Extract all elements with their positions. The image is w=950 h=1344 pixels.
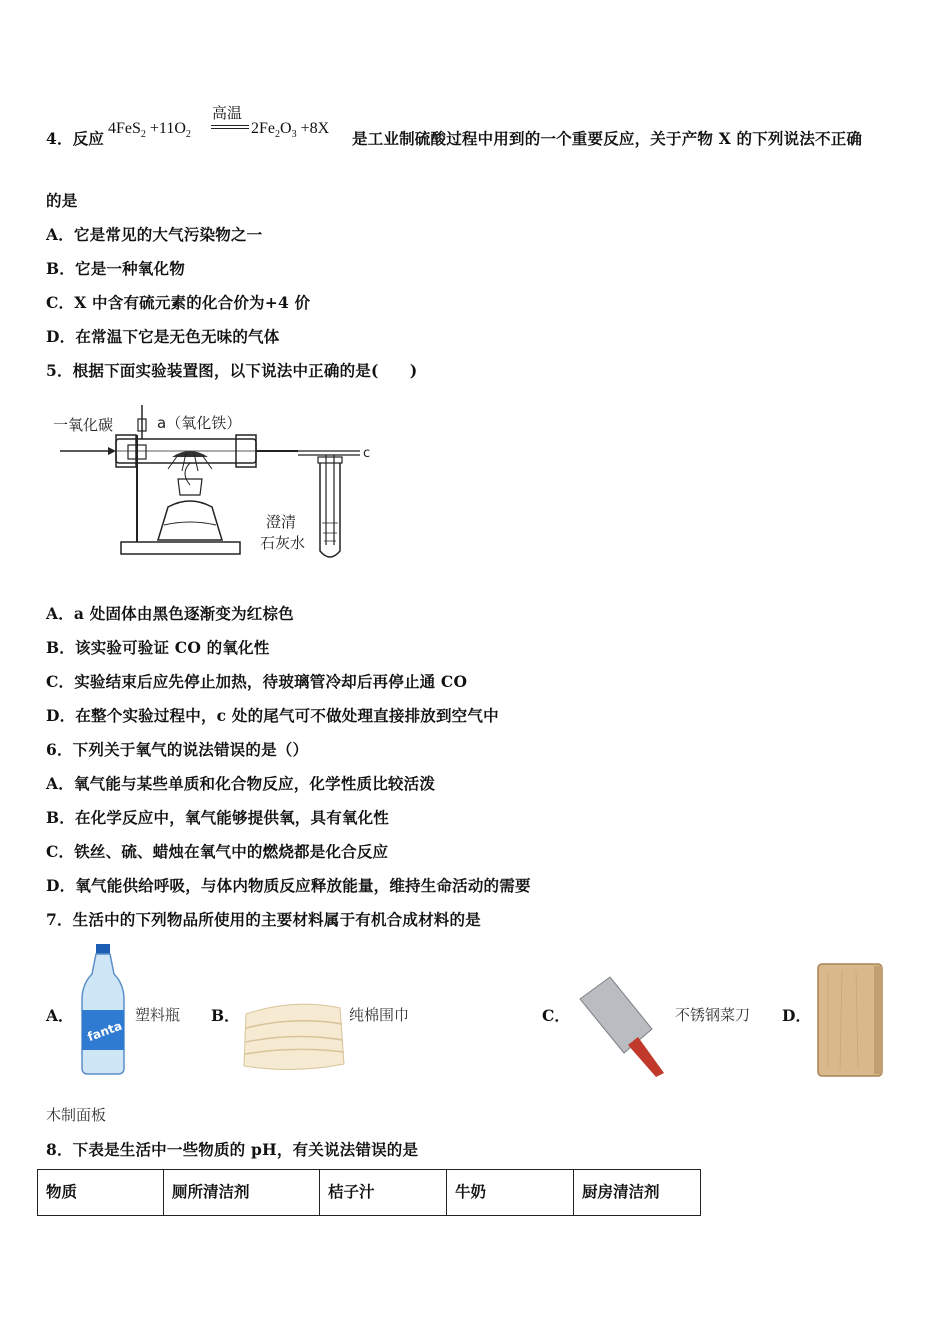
q4-prefix: 反应 — [72, 129, 105, 148]
q7-option-d-caption: 木制面板 — [46, 1106, 107, 1124]
q7-option-b-caption: 纯棉围巾 — [349, 1006, 410, 1024]
burner-top — [178, 479, 202, 495]
q7-stem: 7．生活中的下列物品所使用的主要材料属于有机合成材料的是 — [46, 910, 481, 929]
plastic-bottle-image — [78, 944, 128, 1076]
q5-apparatus-figure — [50, 395, 380, 565]
label-limewater-2: 石灰水 — [260, 534, 306, 552]
q8-stem: 8．下表是生活中一些物质的 pH，有关说法错误的是 — [46, 1140, 419, 1159]
q4-stem — [46, 127, 104, 149]
limewater-level — [322, 523, 338, 541]
q6-option-c: C．铁丝、硫、蜡烛在氧气中的燃烧都是化合反应 — [46, 842, 389, 861]
label-a-iron-oxide: a（氧化铁） — [157, 414, 242, 432]
board-edge — [874, 966, 882, 1074]
q4-text-continued: 的是 — [46, 191, 78, 210]
alcohol-lamp — [158, 501, 222, 540]
stand-base — [121, 542, 240, 554]
q4-number: 4． — [46, 129, 73, 148]
q4-equation-left: $4FeS_2 +11O_2$ — [108, 120, 191, 141]
cleaver-image — [574, 975, 670, 1079]
q4-option-a: A．它是常见的大气污染物之一 — [46, 225, 263, 244]
table-header-row — [38, 1170, 701, 1216]
lamp-liquid — [164, 522, 216, 525]
table-header-cell: 物质 — [38, 1170, 164, 1216]
q4-equation-condition: 高温 — [212, 106, 243, 122]
q7-option-d-label: D． — [782, 1006, 811, 1025]
table-header-cell: 牛奶 — [447, 1170, 574, 1216]
q4-option-b: B．它是一种氧化物 — [46, 259, 185, 278]
q4-text: 是工业制硫酸过程中用到的一个重要反应，关于产物 X 的下列说法不正确 — [352, 129, 863, 148]
q6-stem: 6．下列关于氧气的说法错误的是（） — [46, 740, 309, 759]
q7-option-a-caption: 塑料瓶 — [135, 1006, 181, 1024]
q5-option-b: B．该实验可验证 CO 的氧化性 — [46, 638, 270, 657]
wooden-board-image — [814, 962, 886, 1078]
label-limewater-1: 澄清 — [266, 513, 297, 531]
label-c: c — [363, 446, 371, 461]
q4-equation-right: $2Fe_2O_3 +8X$ — [251, 120, 330, 141]
cleaver-handle — [628, 1037, 664, 1077]
q6-option-a: A．氧气能与某些单质和化合物反应，化学性质比较活泼 — [46, 774, 436, 793]
q5-option-a: A．a 处固体由黑色逐渐变为红棕色 — [46, 604, 294, 623]
bottle-brand-text: fanta — [85, 1018, 124, 1045]
q5-option-d: D．在整个实验过程中，c 处的尾气可不做处理直接排放到空气中 — [46, 706, 499, 725]
table-header-cell: 厨房清洁剂 — [574, 1170, 701, 1216]
label-carbon-monoxide: 一氧化碳 — [53, 416, 114, 434]
q6-option-d: D．氧气能供给呼吸，与体内物质反应释放能量，维持生命活动的需要 — [46, 876, 531, 895]
test-tube — [320, 463, 340, 557]
inlet-arrowhead — [108, 447, 116, 455]
cotton-scarf-image — [240, 994, 348, 1076]
q7-option-c-caption: 不锈钢菜刀 — [675, 1006, 751, 1024]
q7-option-a-label: A． — [46, 1006, 74, 1025]
ph-table — [37, 1169, 701, 1216]
q4-option-c: C．X 中含有硫元素的化合价为+4 价 — [46, 293, 311, 312]
q4-option-d: D．在常温下它是无色无味的气体 — [46, 327, 280, 346]
table-header-cell: 厕所清洁剂 — [164, 1170, 320, 1216]
q5-option-c: C．实验结束后应先停止加热，待玻璃管冷却后再停止通 CO — [46, 672, 468, 691]
board-face — [818, 964, 882, 1076]
test-tube-stopper — [318, 457, 342, 463]
table-header-cell: 桔子汁 — [320, 1170, 447, 1216]
q7-option-b-label: B． — [211, 1006, 240, 1025]
q4-equation-arrow — [211, 125, 249, 129]
q6-option-b: B．在化学反应中，氧气能够提供氧，具有氧化性 — [46, 808, 390, 827]
q5-stem: 5．根据下面实验装置图，以下说法中正确的是( ) — [46, 361, 418, 380]
bottle-cap — [96, 944, 110, 954]
q7-option-c-label: C． — [542, 1006, 570, 1025]
burner-flame — [185, 463, 190, 485]
